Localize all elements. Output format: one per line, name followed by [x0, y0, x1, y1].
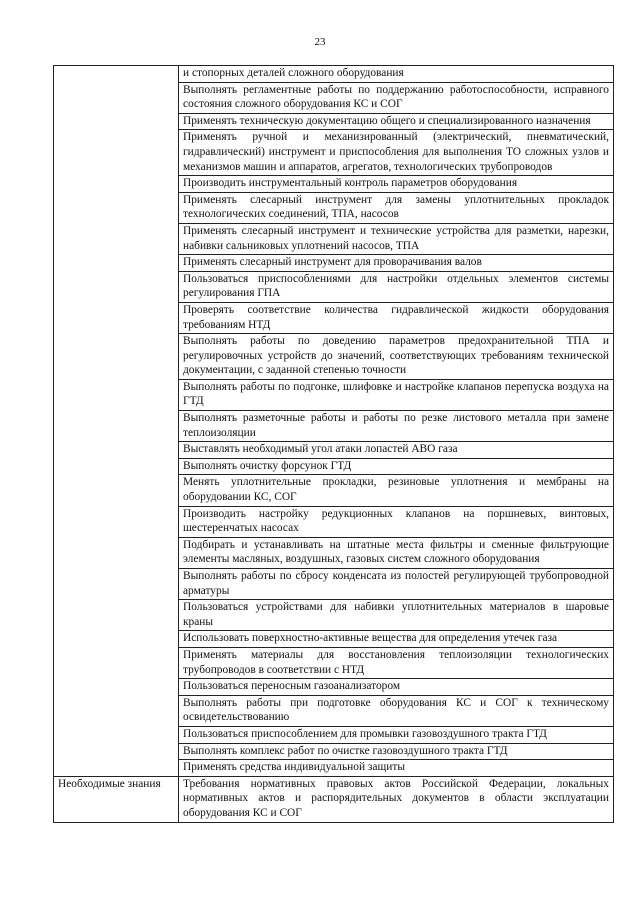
- skill-item: Выставлять необходимый угол атаки лопастей АВО газа: [179, 442, 614, 459]
- skill-item: Менять уплотнительные прокладки, резиновые уплотнения и мембраны на оборудовании КС, СОГ: [179, 475, 614, 506]
- skill-item: Выполнять работы по подгонке, шлифовке и настройке клапанов перепуска воздуха на ГТД: [179, 379, 614, 410]
- skill-item: Пользоваться приспособлением для промывки газовоздушного тракта ГТД: [179, 726, 614, 743]
- knowledge-row: [54, 776, 614, 822]
- skill-row: [54, 66, 614, 83]
- skill-item: Выполнять работы по сбросу конденсата из полостей регулирующей трубопроводной арматуры: [179, 569, 614, 600]
- knowledge-label: Необходимые знания: [54, 776, 179, 822]
- competency-table-body: [54, 66, 614, 823]
- skill-item: Использовать поверхностно-активные вещества для определения утечек газа: [179, 631, 614, 648]
- skill-item: Пользоваться переносным газоанализатором: [179, 679, 614, 696]
- skill-item: Применять слесарный инструмент и технические устройства для разметки, нарезки, набивки сальниковых уплотнений насосов, ТПА: [179, 223, 614, 254]
- skill-item: Применять ручной и механизированный (электрический, пневматический, гидравлический) инструмент и приспособления для выполнения ТО сложных узлов и механизмов машин и аппаратов, агрегатов, технологических трубопроводов: [179, 130, 614, 176]
- skill-item: Применять средства индивидуальной защиты: [179, 760, 614, 777]
- skill-item: Пользоваться устройствами для набивки уплотнительных материалов в шаровые краны: [179, 600, 614, 631]
- skill-item: Производить настройку редукционных клапанов на поршневых, винтовых, шестеренчатых насосах: [179, 506, 614, 537]
- skill-item: Проверять соответствие количества гидравлической жидкости оборудования требованиям НТД: [179, 302, 614, 333]
- competency-table: [53, 65, 614, 823]
- skill-item: и стопорных деталей сложного оборудования: [179, 66, 614, 83]
- knowledge-item: Требования нормативных правовых актов Российской Федерации, локальных нормативных актов и распорядительных документов в области эксплуатации оборудования КС и СОГ: [179, 776, 614, 822]
- skill-item: Выполнять разметочные работы и работы по резке листового металла при замене теплоизоляции: [179, 411, 614, 442]
- skill-item: Применять слесарный инструмент для замены уплотнительных прокладок технологических соединений, ТПА, насосов: [179, 192, 614, 223]
- skill-item: Применять техническую документацию общего и специализированного назначения: [179, 113, 614, 130]
- skills-label-cell: [54, 66, 179, 777]
- skill-item: Выполнять работы при подготовке оборудования КС и СОГ к техническому освидетельствованию: [179, 695, 614, 726]
- skill-item: Выполнять очистку форсунок ГТД: [179, 458, 614, 475]
- skill-item: Выполнять регламентные работы по поддержанию работоспособности, исправного состояния сложного оборудования КС и СОГ: [179, 82, 614, 113]
- skill-item: Применять слесарный инструмент для проворачивания валов: [179, 255, 614, 272]
- page-number: 23: [314, 36, 326, 48]
- skill-item: Применять материалы для восстановления теплоизоляции технологических трубопроводов в соответствии с НТД: [179, 647, 614, 678]
- skill-item: Выполнять работы по доведению параметров предохранительной ТПА и регулировочных устройств до значений, соответствующих требованиям технической документации, с заданной степенью точности: [179, 334, 614, 380]
- skill-item: Пользоваться приспособлениями для настройки отдельных элементов системы регулирования ГПА: [179, 271, 614, 302]
- skill-item: Выполнять комплекс работ по очистке газовоздушного тракта ГТД: [179, 743, 614, 760]
- skill-item: Подбирать и устанавливать на штатные места фильтры и сменные фильтрующие элементы масляных, воздушных, газовых систем сложного оборудования: [179, 537, 614, 568]
- skill-item: Производить инструментальный контроль параметров оборудования: [179, 176, 614, 193]
